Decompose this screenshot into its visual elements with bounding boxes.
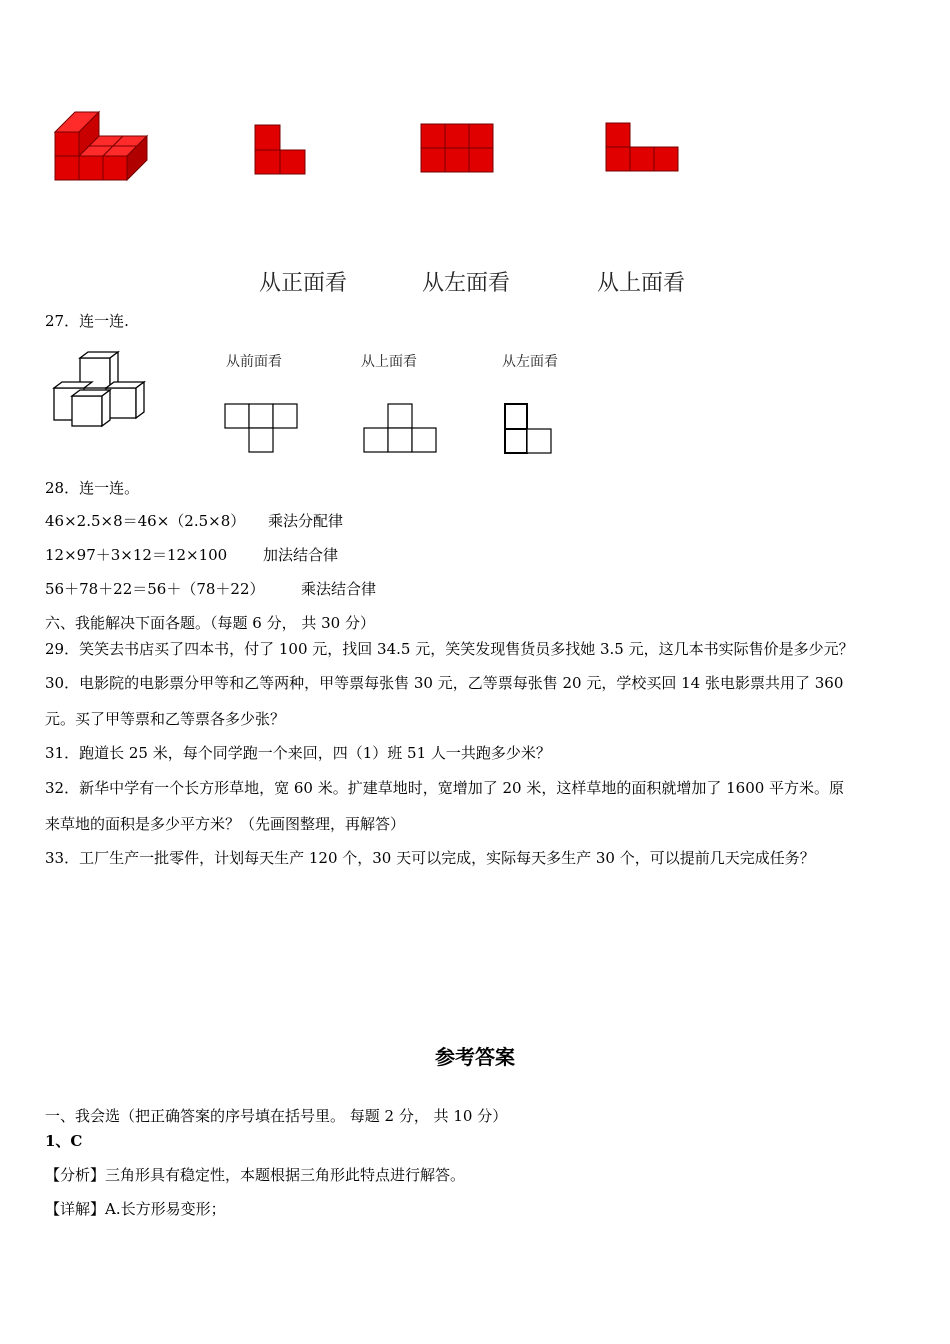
view-label-top: 从上面看 — [597, 271, 686, 296]
cube-stack-figure — [50, 350, 150, 430]
answers-section1-header: 一、我会选（把正确答案的序号填在括号里。 每题 2 分， 共 10 分） — [45, 1107, 508, 1125]
view-label-front-q27: 从前面看 — [226, 354, 282, 370]
q33-text: 33．工厂生产一批零件，计划每天生产 120 个，30 天可以完成，实际每天多生产 30 个，可以提前几天完成任务？ — [45, 849, 815, 867]
q27-title: 27．连一连. — [45, 312, 129, 330]
q32-text-line1: 32．新华中学有一个长方形草地，宽 60 米。扩建草地时，宽增加了 20 米，这样草地的面积就增加了 1600 平方米。原 — [45, 779, 845, 797]
answer-1-detail: 【详解】A.长方形易变形； — [45, 1200, 226, 1218]
view-label-left-q27: 从左面看 — [502, 354, 558, 370]
q28-expr-1: 46×2.5×8＝46×（2.5×8） — [45, 512, 246, 530]
t-shape-view — [224, 403, 302, 455]
solid-3d-figure — [52, 108, 152, 183]
q31-text: 31．跑道长 25 米，每个同学跑一个来回，四（1）班 51 人一共跑多少米？ — [45, 744, 551, 762]
q28-title: 28．连一连。 — [45, 479, 140, 497]
left-view-red — [420, 123, 496, 175]
q28-expr-3: 56＋78＋22＝56＋（78＋22） — [45, 580, 265, 598]
answer-1: 1、C — [45, 1132, 83, 1150]
q28-law-3: 乘法结合律 — [301, 580, 377, 598]
view-label-top-q27: 从上面看 — [361, 354, 417, 370]
view-label-left: 从左面看 — [422, 271, 511, 296]
q32-text-line2: 来草地的面积是多少平方米？（先画图整理，再解答） — [45, 815, 406, 833]
answers-title: 参考答案 — [435, 1045, 515, 1069]
q30-text-line2: 元。买了甲等票和乙等票各多少张？ — [45, 710, 286, 728]
l-shape-view — [504, 403, 556, 455]
q29-text: 29．笑笑去书店买了四本书，付了 100 元，找回 34.5 元，笑笑发现售货员多找她 3.5 元，这几本书实际售价是多少元？ — [45, 640, 854, 658]
answer-1-analysis: 【分析】三角形具有稳定性，本题根据三角形此特点进行解答。 — [45, 1166, 466, 1184]
q28-expr-2: 12×97＋3×12＝12×100 — [45, 546, 228, 564]
section6-header: 六、我能解决下面各题。（每题 6 分， 共 30 分） — [45, 614, 375, 632]
q28-law-2: 加法结合律 — [263, 546, 339, 564]
view-label-front: 从正面看 — [259, 271, 348, 296]
front-view-red — [254, 124, 306, 176]
top-view-red — [605, 122, 681, 174]
q30-text-line1: 30．电影院的电影票分甲等和乙等两种，甲等票每张售 30 元，乙等票每张售 20 元，学校买回 14 张电影票共用了 360 — [45, 674, 844, 692]
q28-law-1: 乘法分配律 — [268, 512, 344, 530]
inverted-t-view — [363, 403, 441, 455]
